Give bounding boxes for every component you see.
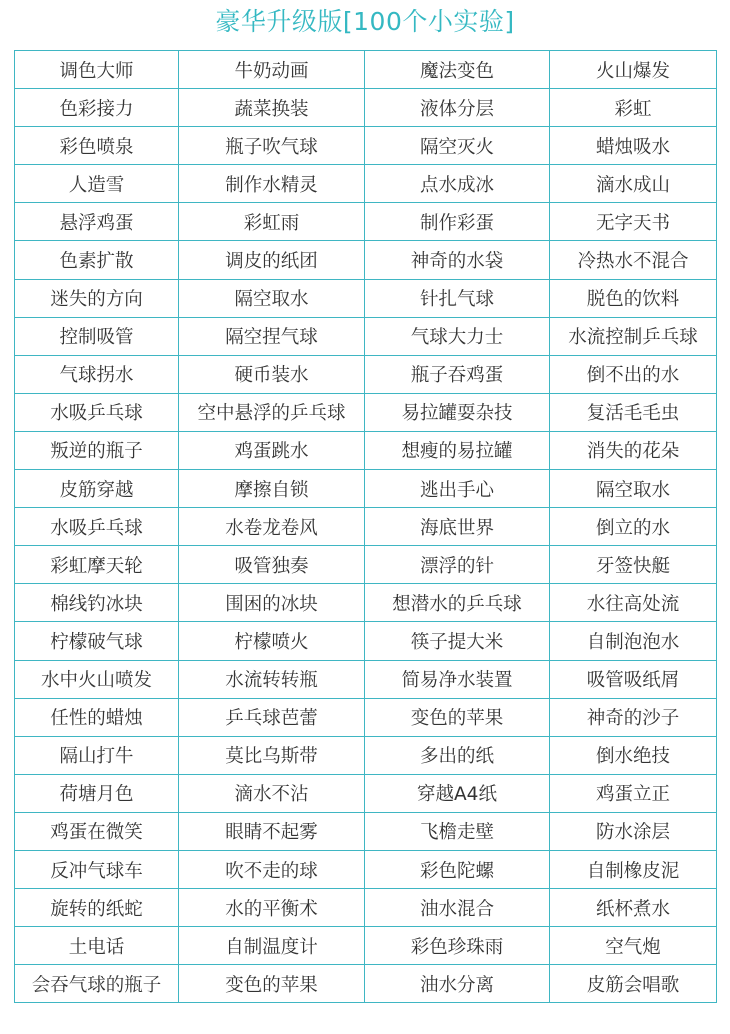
experiment-cell: 围困的冰块 [179,584,365,622]
experiment-cell: 制作彩蛋 [365,203,550,241]
experiment-cell: 隔空捏气球 [179,317,365,355]
experiment-cell: 点水成冰 [365,165,550,203]
table-row [15,774,717,812]
experiment-cell: 柠檬喷火 [179,622,365,660]
experiment-cell: 隔空灭火 [365,127,550,165]
table-row [15,965,717,1003]
experiment-cell: 海底世界 [365,508,550,546]
experiment-cell: 迷失的方向 [15,279,179,317]
experiment-cell: 自制泡泡水 [550,622,717,660]
experiment-cell: 控制吸管 [15,317,179,355]
table-row [15,393,717,431]
experiment-cell: 针扎气球 [365,279,550,317]
experiment-cell: 魔法变色 [365,51,550,89]
table-row [15,431,717,469]
experiment-cell: 多出的纸 [365,736,550,774]
experiment-cell: 叛逆的瓶子 [15,431,179,469]
experiment-cell: 水中火山喷发 [15,660,179,698]
page-title: 豪华升级版[100个小实验] [215,7,515,36]
experiment-cell: 任性的蜡烛 [15,698,179,736]
experiment-cell: 悬浮鸡蛋 [15,203,179,241]
experiment-table [14,50,717,1003]
table-row [15,203,717,241]
table-row [15,279,717,317]
table-row [15,584,717,622]
experiment-cell: 硬币装水 [179,355,365,393]
experiment-cell: 滴水不沾 [179,774,365,812]
table-row [15,812,717,850]
experiment-cell: 纸杯煮水 [550,889,717,927]
experiment-cell: 油水分离 [365,965,550,1003]
experiment-cell: 穿越A4纸 [365,774,550,812]
experiment-cell: 滴水成山 [550,165,717,203]
experiment-cell: 棉线钓冰块 [15,584,179,622]
experiment-cell: 变色的苹果 [365,698,550,736]
table-row [15,89,717,127]
experiment-cell: 乒乓球芭蕾 [179,698,365,736]
experiment-cell: 土电话 [15,927,179,965]
experiment-cell: 会吞气球的瓶子 [15,965,179,1003]
experiment-cell: 脱色的饮料 [550,279,717,317]
table-row [15,927,717,965]
experiment-cell: 水流转转瓶 [179,660,365,698]
experiment-cell: 瓶子吞鸡蛋 [365,355,550,393]
experiment-cell: 蜡烛吸水 [550,127,717,165]
table-row [15,508,717,546]
experiment-cell: 色素扩散 [15,241,179,279]
experiment-cell: 倒水绝技 [550,736,717,774]
experiment-cell: 柠檬破气球 [15,622,179,660]
experiment-cell: 眼睛不起雾 [179,812,365,850]
experiment-cell: 彩虹摩天轮 [15,546,179,584]
experiment-cell: 皮筋会唱歌 [550,965,717,1003]
table-row [15,317,717,355]
experiment-cell: 飞檐走壁 [365,812,550,850]
experiment-cell: 神奇的沙子 [550,698,717,736]
experiment-cell: 气球大力士 [365,317,550,355]
table-row [15,470,717,508]
experiment-cell: 空气炮 [550,927,717,965]
experiment-cell: 瓶子吹气球 [179,127,365,165]
experiment-cell: 自制温度计 [179,927,365,965]
experiment-cell: 水流控制乒乓球 [550,317,717,355]
experiment-cell: 水吸乒乓球 [15,393,179,431]
experiment-cell: 水吸乒乓球 [15,508,179,546]
experiment-cell: 水的平衡术 [179,889,365,927]
experiment-cell: 牛奶动画 [179,51,365,89]
experiment-cell: 空中悬浮的乒乓球 [179,393,365,431]
table-row [15,850,717,888]
experiment-cell: 鸡蛋在微笑 [15,812,179,850]
experiment-cell: 变色的苹果 [179,965,365,1003]
experiment-cell: 复活毛毛虫 [550,393,717,431]
table-row [15,165,717,203]
experiment-cell: 易拉罐耍杂技 [365,393,550,431]
experiment-cell: 彩虹雨 [179,203,365,241]
experiment-cell: 液体分层 [365,89,550,127]
experiment-cell: 隔空取水 [179,279,365,317]
experiment-cell: 防水涂层 [550,812,717,850]
table-row [15,546,717,584]
table-row [15,127,717,165]
experiment-cell: 制作水精灵 [179,165,365,203]
experiment-cell: 吸管吸纸屑 [550,660,717,698]
experiment-cell: 自制橡皮泥 [550,850,717,888]
table-row [15,241,717,279]
experiment-cell: 隔空取水 [550,470,717,508]
table-row [15,355,717,393]
experiment-cell: 冷热水不混合 [550,241,717,279]
experiment-cell: 油水混合 [365,889,550,927]
experiment-cell: 想潜水的乒乓球 [365,584,550,622]
experiment-cell: 彩色陀螺 [365,850,550,888]
table-row [15,698,717,736]
experiment-cell: 调皮的纸团 [179,241,365,279]
table-row [15,622,717,660]
experiment-cell: 荷塘月色 [15,774,179,812]
table-row [15,51,717,89]
experiment-cell: 彩色珍珠雨 [365,927,550,965]
table-row [15,889,717,927]
table-row [15,736,717,774]
experiment-cell: 气球拐水 [15,355,179,393]
experiment-cell: 消失的花朵 [550,431,717,469]
experiment-cell: 色彩接力 [15,89,179,127]
experiment-cell: 隔山打牛 [15,736,179,774]
table-row [15,660,717,698]
experiment-cell: 鸡蛋立正 [550,774,717,812]
experiment-cell: 调色大师 [15,51,179,89]
experiment-cell: 想瘦的易拉罐 [365,431,550,469]
experiment-cell: 火山爆发 [550,51,717,89]
experiment-cell: 吹不走的球 [179,850,365,888]
experiment-cell: 逃出手心 [365,470,550,508]
experiment-cell: 漂浮的针 [365,546,550,584]
experiment-cell: 人造雪 [15,165,179,203]
experiment-cell: 无字天书 [550,203,717,241]
experiment-cell: 鸡蛋跳水 [179,431,365,469]
experiment-cell: 神奇的水袋 [365,241,550,279]
experiment-cell: 皮筋穿越 [15,470,179,508]
experiment-cell: 摩擦自锁 [179,470,365,508]
experiment-cell: 倒立的水 [550,508,717,546]
experiment-cell: 简易净水装置 [365,660,550,698]
experiment-cell: 彩色喷泉 [15,127,179,165]
experiment-cell: 水卷龙卷风 [179,508,365,546]
experiment-cell: 蔬菜换装 [179,89,365,127]
experiment-cell: 彩虹 [550,89,717,127]
experiment-cell: 吸管独奏 [179,546,365,584]
experiment-cell: 筷子提大米 [365,622,550,660]
experiment-cell: 倒不出的水 [550,355,717,393]
experiment-cell: 水往高处流 [550,584,717,622]
experiment-cell: 旋转的纸蛇 [15,889,179,927]
experiment-table-body [15,51,717,1003]
experiment-cell: 反冲气球车 [15,850,179,888]
experiment-cell: 牙签快艇 [550,546,717,584]
experiment-cell: 莫比乌斯带 [179,736,365,774]
